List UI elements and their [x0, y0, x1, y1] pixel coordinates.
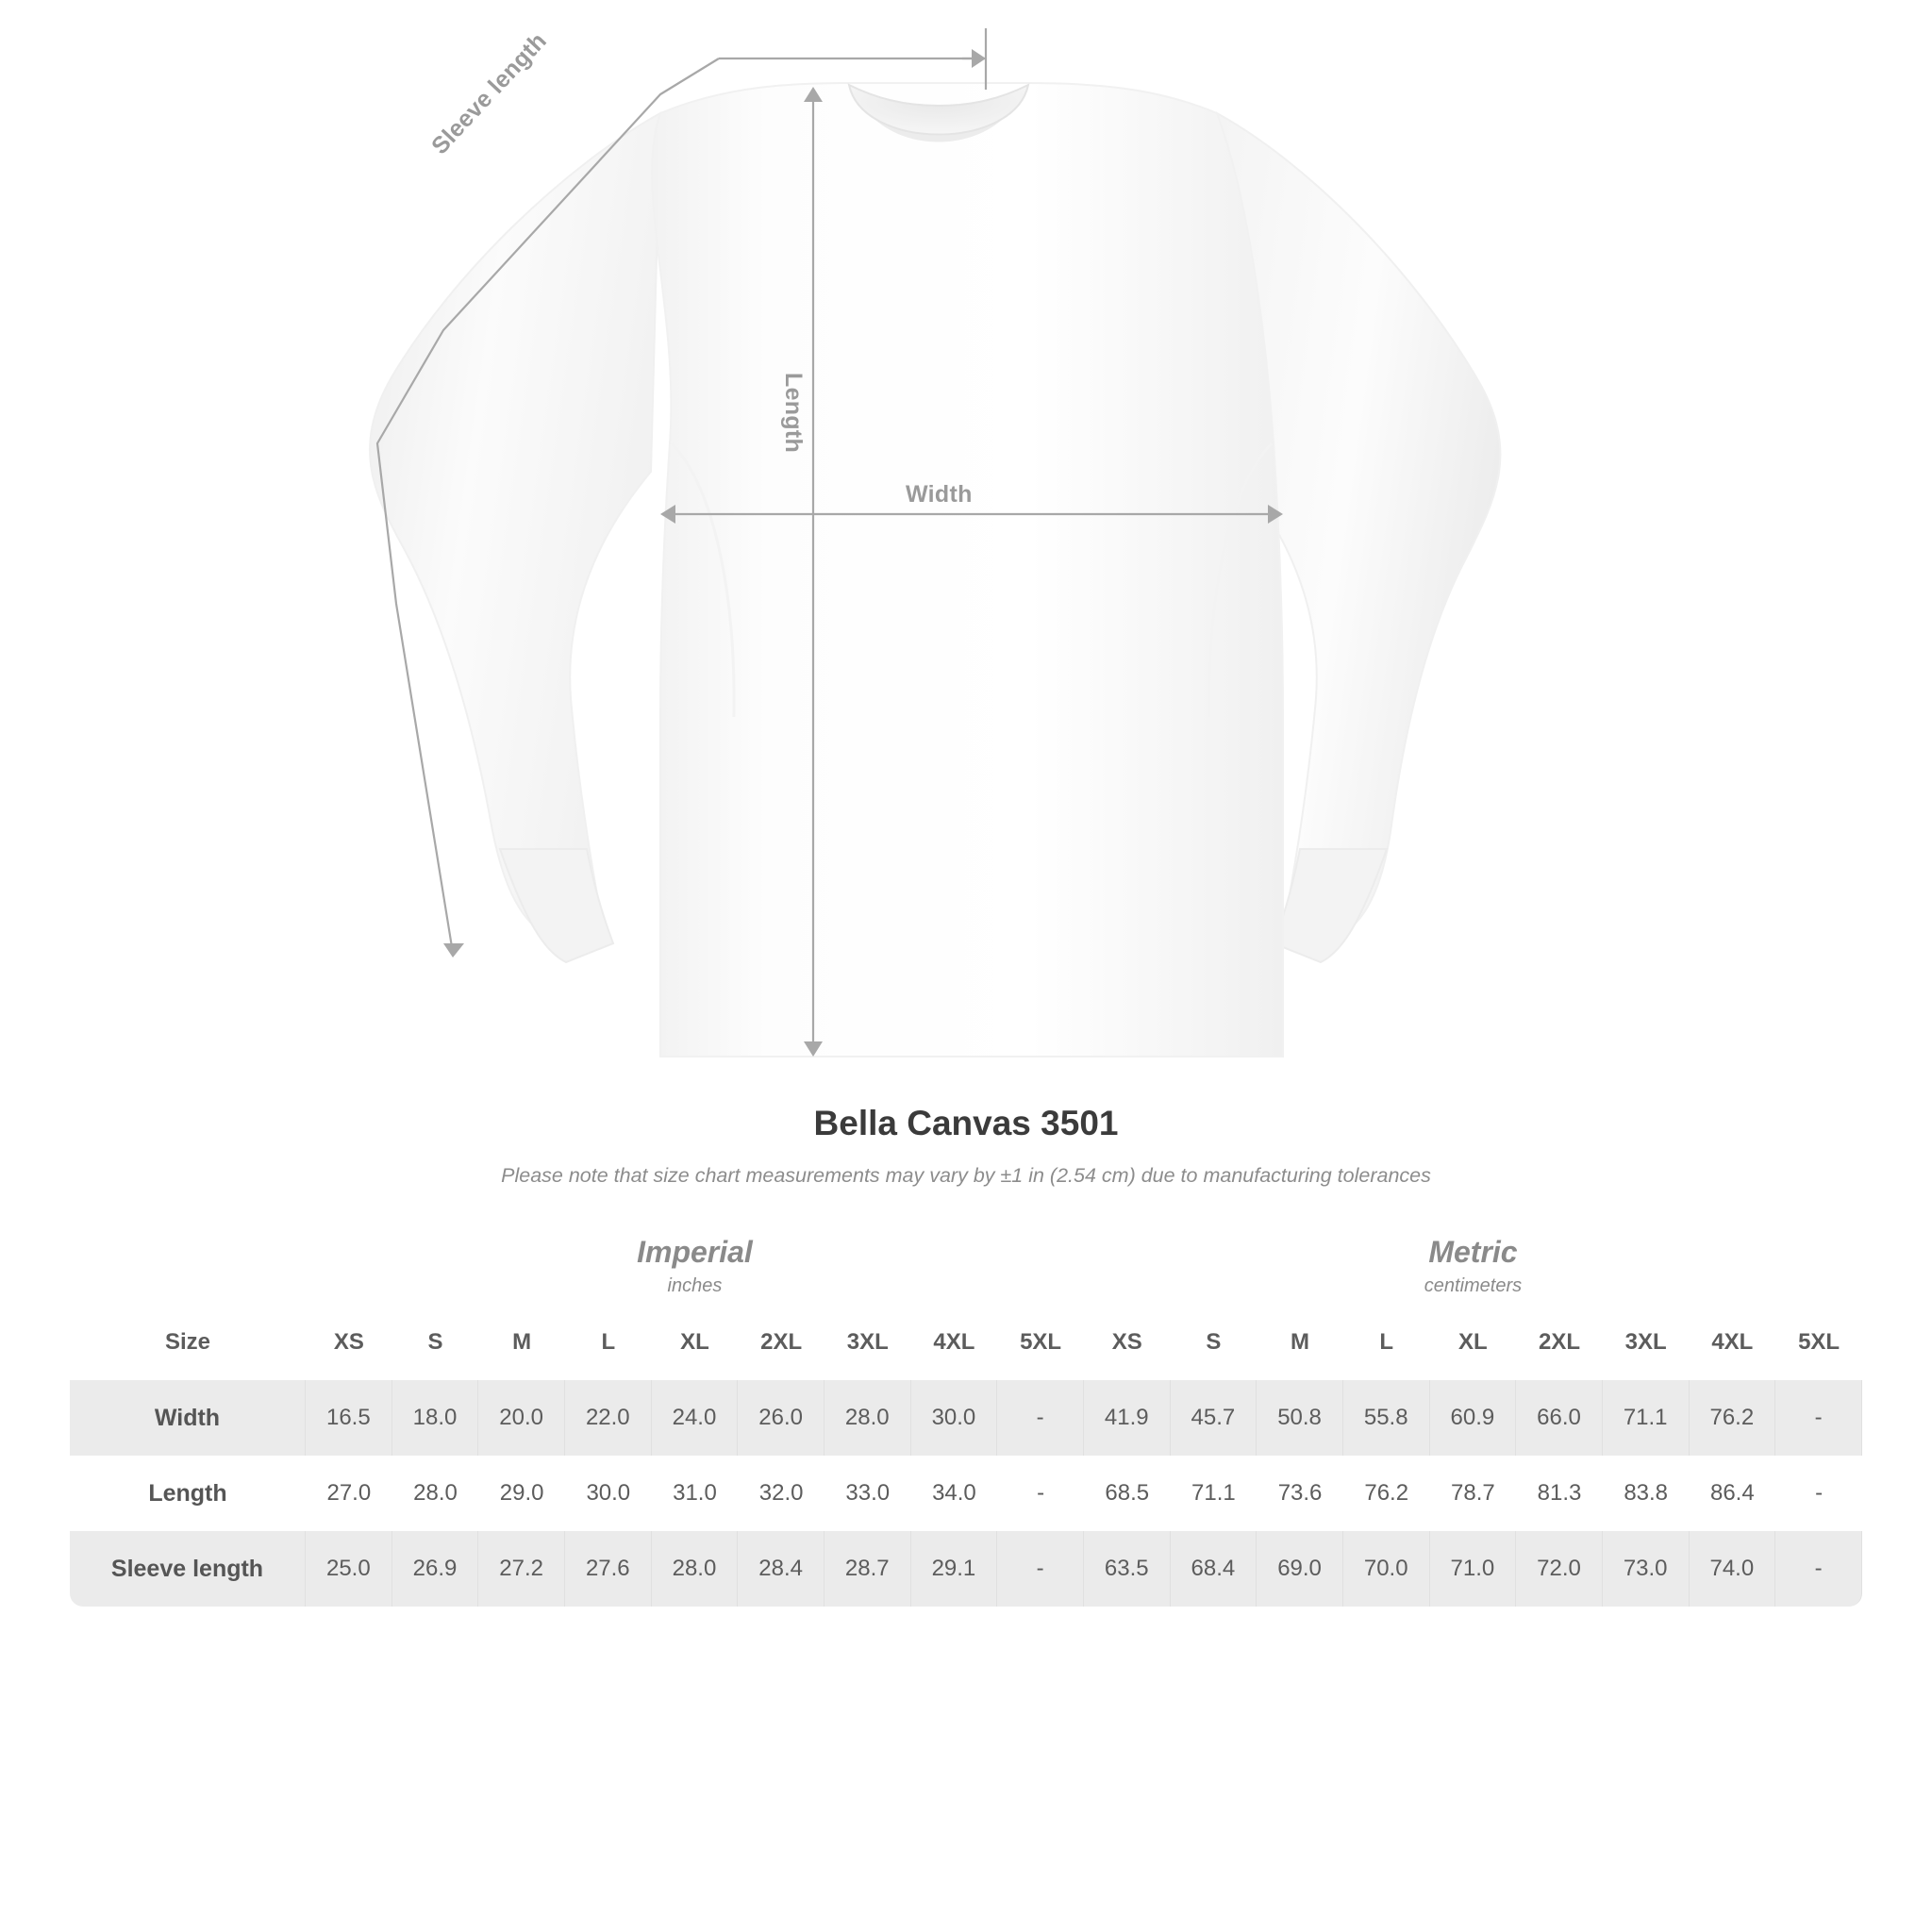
cell-length-imperial-xs: 27.0: [306, 1456, 392, 1531]
size-header-metric-l: L: [1343, 1305, 1430, 1380]
cell-width-imperial-l: 22.0: [565, 1380, 652, 1456]
cell-sleeve-imperial-3xl: 28.7: [824, 1531, 911, 1607]
size-table: [70, 1229, 1862, 1607]
cell-sleeve-imperial-2xl: 28.4: [738, 1531, 824, 1607]
size-header-metric-xs: XS: [1084, 1305, 1171, 1380]
cell-width-imperial-4xl: 30.0: [911, 1380, 998, 1456]
system-unit-imperial: inches: [667, 1275, 723, 1296]
cell-sleeve-metric-5xl: -: [1775, 1531, 1862, 1607]
size-header-metric-3xl: 3XL: [1603, 1305, 1690, 1380]
cell-sleeve-metric-xs: 63.5: [1084, 1531, 1171, 1607]
cell-sleeve-metric-xl: 71.0: [1430, 1531, 1517, 1607]
table-row: [70, 1456, 1862, 1531]
size-header-imperial-2xl: 2XL: [738, 1305, 824, 1380]
cell-length-imperial-xl: 31.0: [652, 1456, 739, 1531]
cell-length-metric-m: 73.6: [1257, 1456, 1343, 1531]
size-header-imperial-5xl: 5XL: [997, 1305, 1084, 1380]
cell-width-imperial-2xl: 26.0: [738, 1380, 824, 1456]
width-label: Width: [906, 481, 973, 508]
cell-length-metric-l: 76.2: [1343, 1456, 1430, 1531]
size-header-imperial-3xl: 3XL: [824, 1305, 911, 1380]
system-unit-metric: centimeters: [1424, 1275, 1523, 1296]
row-header-sleeve-length: Sleeve length: [70, 1531, 306, 1607]
cell-length-imperial-2xl: 32.0: [738, 1456, 824, 1531]
cell-length-metric-xl: 78.7: [1430, 1456, 1517, 1531]
size-header-metric-xl: XL: [1430, 1305, 1517, 1380]
size-header-metric-2xl: 2XL: [1516, 1305, 1603, 1380]
cell-sleeve-metric-m: 69.0: [1257, 1531, 1343, 1607]
size-header-imperial-l: L: [565, 1305, 652, 1380]
cell-length-metric-4xl: 86.4: [1690, 1456, 1776, 1531]
cell-width-metric-m: 50.8: [1257, 1380, 1343, 1456]
cell-length-metric-s: 71.1: [1171, 1456, 1257, 1531]
cell-sleeve-metric-3xl: 73.0: [1603, 1531, 1690, 1607]
page-title: Bella Canvas 3501: [813, 1104, 1119, 1142]
cell-length-imperial-l: 30.0: [565, 1456, 652, 1531]
cell-width-imperial-3xl: 28.0: [824, 1380, 911, 1456]
shirt-body: [370, 83, 1500, 1057]
size-header-imperial-xs: XS: [306, 1305, 392, 1380]
cell-sleeve-imperial-s: 26.9: [392, 1531, 479, 1607]
cell-width-metric-l: 55.8: [1343, 1380, 1430, 1456]
table-row: [70, 1531, 1862, 1607]
length-label: Length: [780, 373, 807, 454]
size-header-imperial-xl: XL: [652, 1305, 739, 1380]
tolerance-note: Please note that size chart measurements may vary by ±1 in (2.54 cm) due to manufacturing tolerances: [501, 1164, 1431, 1187]
size-header-metric-s: S: [1171, 1305, 1257, 1380]
cell-sleeve-metric-l: 70.0: [1343, 1531, 1430, 1607]
cell-width-imperial-xl: 24.0: [652, 1380, 739, 1456]
cell-width-imperial-5xl: -: [997, 1380, 1084, 1456]
cell-sleeve-metric-s: 68.4: [1171, 1531, 1257, 1607]
cell-sleeve-imperial-5xl: -: [997, 1531, 1084, 1607]
table-size-header-row: [70, 1305, 1862, 1380]
cell-length-metric-5xl: -: [1775, 1456, 1862, 1531]
cell-length-metric-xs: 68.5: [1084, 1456, 1171, 1531]
cell-width-metric-xs: 41.9: [1084, 1380, 1171, 1456]
row-header-width: Width: [70, 1380, 306, 1456]
cell-length-imperial-3xl: 33.0: [824, 1456, 911, 1531]
cell-width-metric-3xl: 71.1: [1603, 1380, 1690, 1456]
size-header-imperial-s: S: [392, 1305, 479, 1380]
system-header-imperial: [306, 1229, 1084, 1305]
size-header-metric-m: M: [1257, 1305, 1343, 1380]
cell-width-metric-s: 45.7: [1171, 1380, 1257, 1456]
system-header-metric: [1084, 1229, 1862, 1305]
cell-width-metric-xl: 60.9: [1430, 1380, 1517, 1456]
size-table-wrapper: [70, 1229, 1862, 1607]
table-system-header-row: [70, 1229, 1862, 1305]
cell-width-metric-2xl: 66.0: [1516, 1380, 1603, 1456]
cell-length-metric-2xl: 81.3: [1516, 1456, 1603, 1531]
size-header-imperial-4xl: 4XL: [911, 1305, 998, 1380]
cell-length-imperial-4xl: 34.0: [911, 1456, 998, 1531]
row-header-length: Length: [70, 1456, 306, 1531]
system-name-imperial: Imperial: [637, 1235, 753, 1269]
cell-length-imperial-5xl: -: [997, 1456, 1084, 1531]
cell-width-imperial-s: 18.0: [392, 1380, 479, 1456]
cell-sleeve-imperial-4xl: 29.1: [911, 1531, 998, 1607]
cell-length-metric-3xl: 83.8: [1603, 1456, 1690, 1531]
size-header-metric-4xl: 4XL: [1690, 1305, 1776, 1380]
system-header-spacer: [70, 1229, 306, 1305]
cell-sleeve-imperial-l: 27.6: [565, 1531, 652, 1607]
system-name-metric: Metric: [1428, 1235, 1518, 1269]
cell-sleeve-metric-4xl: 74.0: [1690, 1531, 1776, 1607]
cell-length-imperial-m: 29.0: [478, 1456, 565, 1531]
size-header-metric-5xl: 5XL: [1775, 1305, 1862, 1380]
title-block: [0, 1104, 1932, 1188]
cell-sleeve-imperial-m: 27.2: [478, 1531, 565, 1607]
cell-sleeve-imperial-xs: 25.0: [306, 1531, 392, 1607]
size-header-imperial-m: M: [478, 1305, 565, 1380]
cell-width-metric-5xl: -: [1775, 1380, 1862, 1456]
cell-sleeve-imperial-xl: 28.0: [652, 1531, 739, 1607]
cell-width-imperial-m: 20.0: [478, 1380, 565, 1456]
cell-length-imperial-s: 28.0: [392, 1456, 479, 1531]
cell-width-imperial-xs: 16.5: [306, 1380, 392, 1456]
column-header-size: Size: [70, 1305, 306, 1380]
cell-sleeve-metric-2xl: 72.0: [1516, 1531, 1603, 1607]
cell-width-metric-4xl: 76.2: [1690, 1380, 1776, 1456]
sleeve-length-label: Sleeve length: [426, 27, 553, 160]
table-row: [70, 1380, 1862, 1456]
